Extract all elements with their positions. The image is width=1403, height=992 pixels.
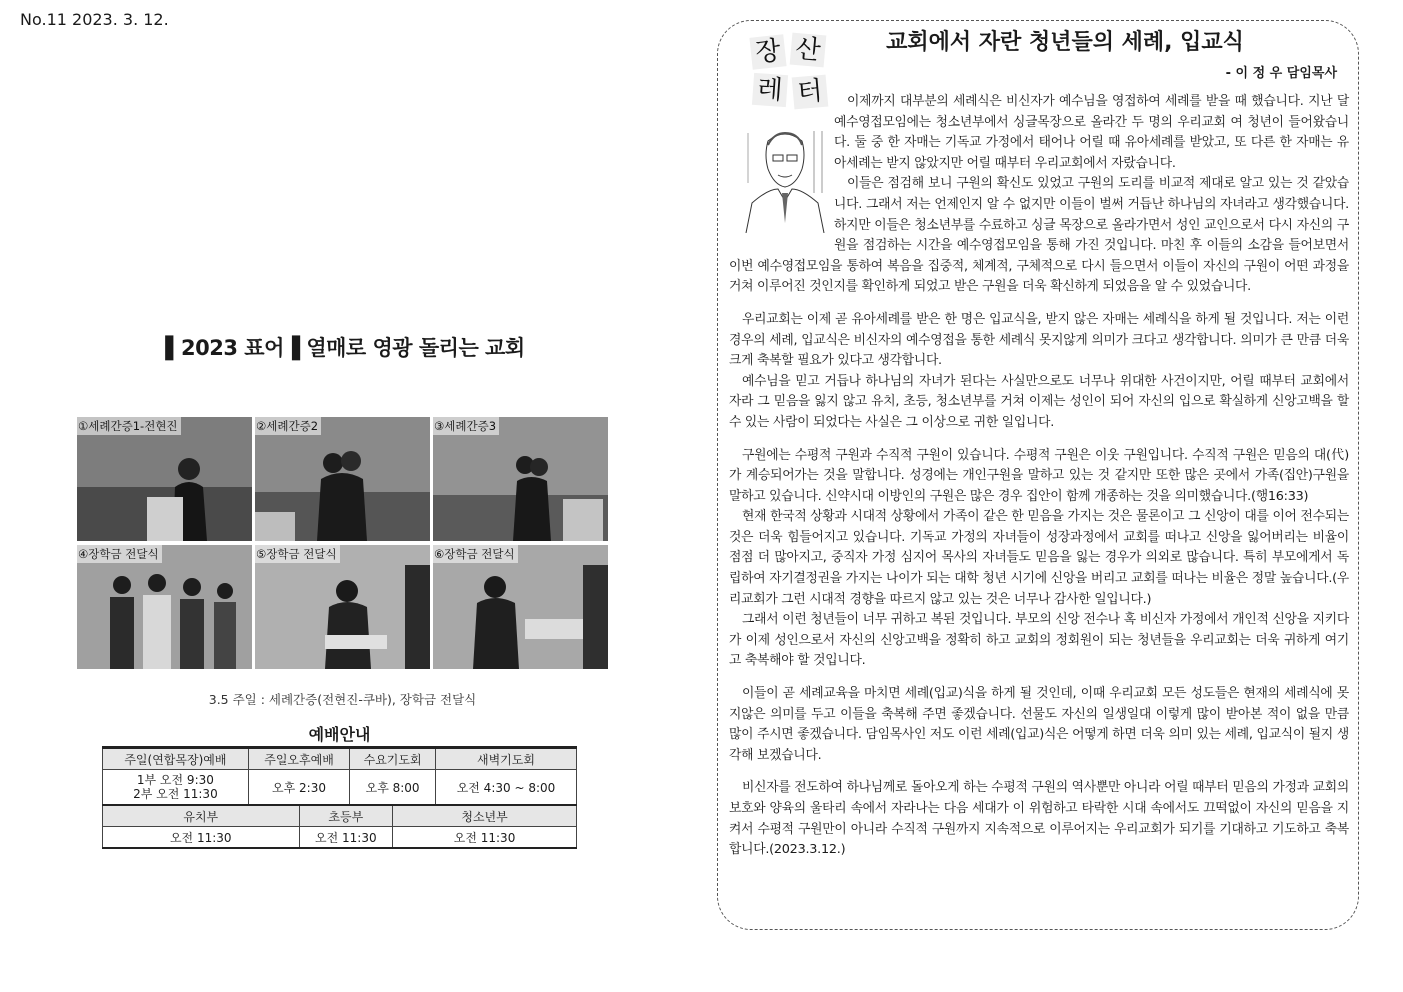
- photo-image: [433, 545, 608, 669]
- photo-image: [77, 417, 252, 541]
- photo-image: [77, 545, 252, 669]
- letter-paragraph: 구원에는 수평적 구원과 수직적 구원이 있습니다. 수평적 구원은 이웃 구원입니다. 수직적 구원은 믿음의 대(代)가 계승되어가는 것을 말합니다. 성경에는 개인구원을 말하고 있는 것 같지만 또한 많은 곳에서 가족(집안)구원을 말하고 있습니다. 신약시대 이방인의 구원은 많은 경우 집안이 함께 개종하는 것을 의미했습니다.(행16:33): [729, 447, 1349, 504]
- schedule-title: 예배안내: [102, 722, 577, 747]
- photo-image: [255, 417, 430, 541]
- badge-char: 장: [749, 34, 786, 69]
- letter-paragraph: 현재 한국적 상황과 시대적 상황에서 가족이 같은 한 믿음을 가지는 것은 물론이고 그 신앙이 대를 이어 전수되는 것은 더욱 힘들어지고 있습니다. 기독교 가정의 자녀들이 성장과정에서 교회를 떠나고 신앙을 잃어버리는 비율이 점점 더 많아지고, 중직자 가정 심지어 목사의 자녀들도 믿음을 잃는 경우가 의외로 많습니다. 특히 부모에게서 독립하여 자기결정권을 가지는 나이가 되는 대학 청년 시기에 신앙을 버리고 교회를 떠나는 비율은 정말 높습니다.(우리교회가 그런 시대적 경향을 따르지 않고 있는 것은 너무나 감사한 일입니다.): [729, 509, 1349, 607]
- schedule-header: 주일오후예배: [248, 748, 349, 770]
- sunday-service-1: 1부 오전 9:30: [136, 773, 214, 787]
- photo-caption-3: ③세례간증3: [433, 417, 499, 435]
- schedule-header: 수요기도회: [350, 748, 436, 770]
- schedule-value: 오후 8:00: [350, 770, 436, 806]
- photo-image: [433, 417, 608, 541]
- schedule-value: 오후 2:30: [248, 770, 349, 806]
- schedule-header: 주일(연합목장)예배: [103, 748, 249, 770]
- schedule-table: [102, 747, 577, 849]
- letter-body: [729, 92, 1349, 861]
- letter-paragraph: 이제까지 대부분의 세례식은 비신자가 예수님을 영접하여 세례를 받을 때 했습니다. 지난 달 예수영접모임에는 청소년부에서 싱글목장으로 올라간 두 명의 우리교회 여 청년이 들어왔습니다. 둘 중 한 자매는 기독교 가정에서 태어나 어릴 때 유아세례를 받았고, 또 다른 한 자매는 유아세례는 받지 않았지만 어릴 때부터 우리교회에서 자랐습니다.: [834, 94, 1349, 171]
- photo-caption-6: ⑥장학금 전달식: [433, 545, 518, 563]
- photo-caption-5: ⑤장학금 전달식: [255, 545, 340, 563]
- photo-scholarship-1: [77, 545, 252, 669]
- schedule-value: 오전 11:30: [103, 827, 300, 849]
- schedule-header: 초등부: [299, 805, 393, 827]
- badge-char: 터: [792, 75, 829, 110]
- photo-caption-1: ①세례간증1-전현진: [77, 417, 181, 435]
- photo-scholarship-2: [255, 545, 430, 669]
- sunday-service-2: 2부 오전 11:30: [133, 787, 218, 801]
- letter-paragraph: 이들이 곧 세례교육을 마치면 세례(입교)식을 하게 될 것인데, 이때 우리교회 모든 성도들은 현재의 세례식에 못지않은 의미를 두고 이들을 축복해 주면 좋겠습니다. 선물도 자신의 일생일대 이렇게 많이 받아본 적이 없을 만큼 많이 주시면 좋겠습니다. 담임목사인 저도 이런 세례(입교)식은 어떻게 하면 더욱 의미 있는 세례, 입교식이 될지 생각해 보겠습니다.: [729, 686, 1349, 763]
- photo-baptism-testimony-2: [255, 417, 430, 541]
- schedule-value: [103, 770, 249, 806]
- issue-line: No.11 2023. 3. 12.: [20, 10, 169, 29]
- badge-char: 레: [752, 73, 788, 107]
- schedule-header: 새벽기도회: [435, 748, 576, 770]
- badge-char: 산: [790, 33, 827, 68]
- photo-caption-4: ④장학금 전달식: [77, 545, 162, 563]
- letter-title: 교회에서 자란 청년들의 세례, 입교식: [886, 30, 1244, 55]
- letter-paragraph: 예수님을 믿고 거듭나 하나님의 자녀가 된다는 사실만으로도 너무나 위대한 사건이지만, 어릴 때부터 교회에서 자라 그 믿음을 잃지 않고 유치, 초등, 청소년부를 거쳐 이제는 성인이 되어 자신의 입으로 확실하게 신앙고백을 할 수 있는 사람이 되었다는 사실은 그 이상으로 귀한 일입니다.: [729, 373, 1349, 430]
- letter-paragraph: 비신자를 전도하여 하나님께로 돌아오게 하는 수평적 구원의 역사뿐만 아니라 어릴 때부터 믿음의 가정과 교회의 보호와 양육의 울타리 속에서 자라나는 다음 세대가 이 위험하고 타락한 시대 속에서도 끄떡없이 자신의 믿음을 지켜서 수평적 구원만이 아니라 수직적 구원까지 지속적으로 이루어지는 우리교회가 되기를 기대하고 기도하고 축복합니다.(2023.3.12.): [729, 780, 1349, 858]
- photo-scholarship-3: [433, 545, 608, 669]
- schedule-value: 오전 11:30: [393, 827, 577, 849]
- worship-schedule: [102, 722, 577, 849]
- letter-paragraph: 그래서 이런 청년들이 너무 귀하고 복된 것입니다. 부모의 신앙 전수나 혹 비신자 가정에서 개인적 신앙을 지키다가 이제 성인으로서 자신의 신앙고백을 정확히 하고 교회의 정회원이 되는 청년들을 우리교회는 더욱 귀하게 여기고 축복해야 할 것입니다.: [729, 612, 1349, 669]
- photo-baptism-testimony-3: [433, 417, 608, 541]
- letter-author: - 이 정 우 담임목사: [1225, 66, 1337, 81]
- photo-summary-caption: 3.5 주일 : 세례간증(전현진-쿠바), 장학금 전달식: [208, 692, 477, 707]
- portrait-spacer: [729, 92, 834, 247]
- schedule-header: 유치부: [103, 805, 300, 827]
- photo-image: [255, 545, 430, 669]
- photo-caption-2: ②세례간증2: [255, 417, 321, 435]
- church-motto: ▌2023 표어▐ 열매로 영광 돌리는 교회: [165, 336, 525, 360]
- photo-grid: [77, 417, 608, 669]
- schedule-value: 오전 11:30: [299, 827, 393, 849]
- schedule-header: 청소년부: [393, 805, 577, 827]
- letter-paragraph: 우리교회는 이제 곧 유아세례를 받은 한 명은 입교식을, 받지 않은 자매는 세례식을 하게 될 것입니다. 저는 이런 경우의 세례, 입교식은 비신자의 예수영접을 통한 세례식 못지않게 의미가 크다고 생각합니다. 의미가 큰 만큼 더욱 크게 축복할 필요가 있다고 생각합니다.: [729, 311, 1349, 369]
- schedule-value: 오전 4:30 ~ 8:00: [435, 770, 576, 806]
- letter-paragraph: 이들은 점검해 보니 구원의 확신도 있었고 구원의 도리를 비교적 제대로 알고 있는 것 같았습니다. 그래서 저는 언제인지 알 수 없지만 이들이 벌써 거듭난 하나님의 자녀라고 생각했습니다. 하지만 이들은 청소년부를 수료하고 싱글 목장으로 올라가면서 성인 교인으로서 다시 자신의 구원을 점검하는 시간을 예수영접모임을 통해 가진 것입니다. 마친 후 이들의 소감을 들어보면서 이번 예수영접모임을 통하여 복음을 집중적, 체계적, 구체적으로 다시 들으면서 이들이 자신의 구원이 어떤 과정을 거쳐 이루어진 것인지를 확인하게 되었고 받은 구원을 더욱 확신하게 되었음을 알 수 있었습니다.: [729, 176, 1349, 295]
- photo-baptism-testimony-1: [77, 417, 252, 541]
